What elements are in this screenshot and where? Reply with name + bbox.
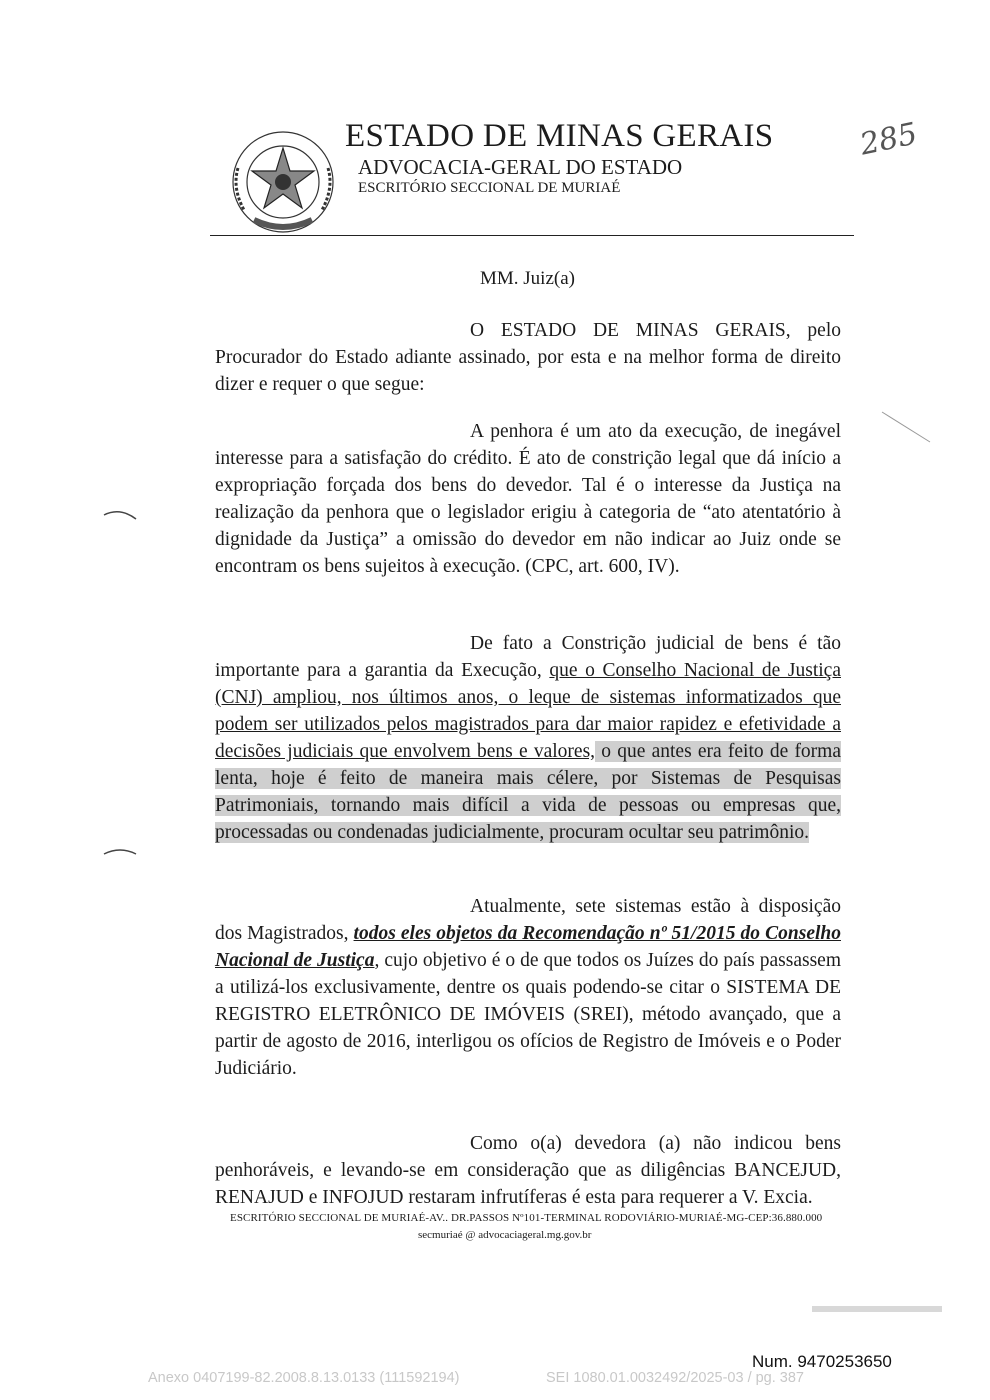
paragraph-3-plain: importante para a garantia da Execução,	[215, 660, 550, 681]
paragraph-4-body: , cujo objetivo é o de que todos os Juízes do país passassem a utilizá-los exclusivamente, dentre os quais podendo-se citar o SISTEMA DE REGISTRO ELETRÔNICO DE IMÓVEIS (SREI), método avançado, que a partir de agosto de 2016, interligou os ofícios de Registro de Imóveis e o Poder Judiciário.	[215, 950, 841, 1079]
header-office: ESCRITÓRIO SECCIONAL DE MURIAÉ	[358, 180, 621, 196]
paragraph-2-body: inegável interesse para a satisfação do crédito. É ato de constrição legal que dá início a expropriação forçada dos bens do devedor. Tal é o interesse da Justiça na realização da penhora que o legislador erigiu à categoria de “ato atentatório à dignidade da Justiça” a omissão do devedor em não indicar ao Juiz onde se encontram os bens sujeitos à execução. (CPC, art. 600, IV).	[215, 421, 842, 577]
handwritten-page-number: 285	[856, 116, 921, 163]
paragraph-1-lead: O ESTADO DE MINAS GERAIS, pelo	[470, 320, 841, 341]
sei-stamp: SEI 1080.01.0032492/2025-03 / pg. 387	[546, 1370, 804, 1386]
scan-smudge	[812, 1300, 942, 1320]
paragraph-3	[215, 630, 841, 846]
paragraph-4-reference: todos eles objetos da Recomendação nº 51/2015 do Conselho Nacional de Justiça	[215, 923, 841, 971]
margin-mark	[100, 505, 140, 525]
paragraph-3-highlighted: o que antes era feito de forma lenta, hoje é feito de maneira mais célere, por Sistemas de Pesquisas Patrimoniais, tornando mais difícil a vida de pessoas ou empresas que, processadas ou condenadas judicialmente, procuram ocultar seu patrimônio.	[215, 741, 842, 843]
paragraph-5	[215, 1130, 841, 1211]
paragraph-2-lead: A penhora é um ato da execução, de	[470, 421, 768, 442]
header-title: ESTADO DE MINAS GERAIS	[345, 118, 774, 154]
document-number: Num. 9470253650	[752, 1352, 892, 1371]
address-line: MM. Juiz(a)	[480, 268, 575, 289]
header-subtitle: ADVOCACIA-GERAL DO ESTADO	[358, 155, 683, 179]
footer-email: secmuriaé @ advocaciageral.mg.gov.br	[418, 1229, 592, 1241]
paragraph-3-underlined: que o Conselho Nacional de Justiça (CNJ) ampliou, nos últimos anos, o leque de sistemas informatizados que podem ser utilizados pelos magistrados para dar maior rapidez e efetividade a decisões judiciais que envolvem bens e valores,	[215, 660, 841, 762]
margin-mark	[100, 842, 140, 862]
paragraph-5-lead: Como o(a) devedora (a) não indicou bens	[470, 1133, 841, 1154]
paragraph-1-body: Procurador do Estado adiante assinado, por esta e na melhor forma de direito dizer e requer o que segue:	[215, 347, 841, 395]
margin-mark	[880, 408, 940, 448]
state-seal-icon	[224, 128, 342, 240]
annex-stamp: Anexo 0407199-82.2008.8.13.0133 (111592194)	[148, 1370, 460, 1386]
paragraph-4	[215, 893, 841, 1082]
header-divider	[210, 235, 854, 236]
paragraph-3-lead: De fato a Constrição judicial de bens é tão	[470, 633, 841, 654]
paragraph-2	[215, 418, 841, 580]
paragraph-4-intro: disposição dos Magistrados,	[215, 896, 841, 944]
footer-address: ESCRITÓRIO SECCIONAL DE MURIAÉ-AV.. DR.PASSOS Nº101-TERMINAL RODOVIÁRIO-MURIAÉ-MG-CEP:36.880.000	[230, 1212, 823, 1224]
paragraph-4-lead: Atualmente, sete sistemas estão à	[470, 896, 750, 917]
paragraph-5-body: penhoráveis, e levando-se em consideração que as diligências BANCEJUD, RENAJUD e INFOJUD restaram infrutíferas é esta para requerer a V. Excia.	[215, 1160, 841, 1208]
paragraph-1	[215, 317, 841, 398]
